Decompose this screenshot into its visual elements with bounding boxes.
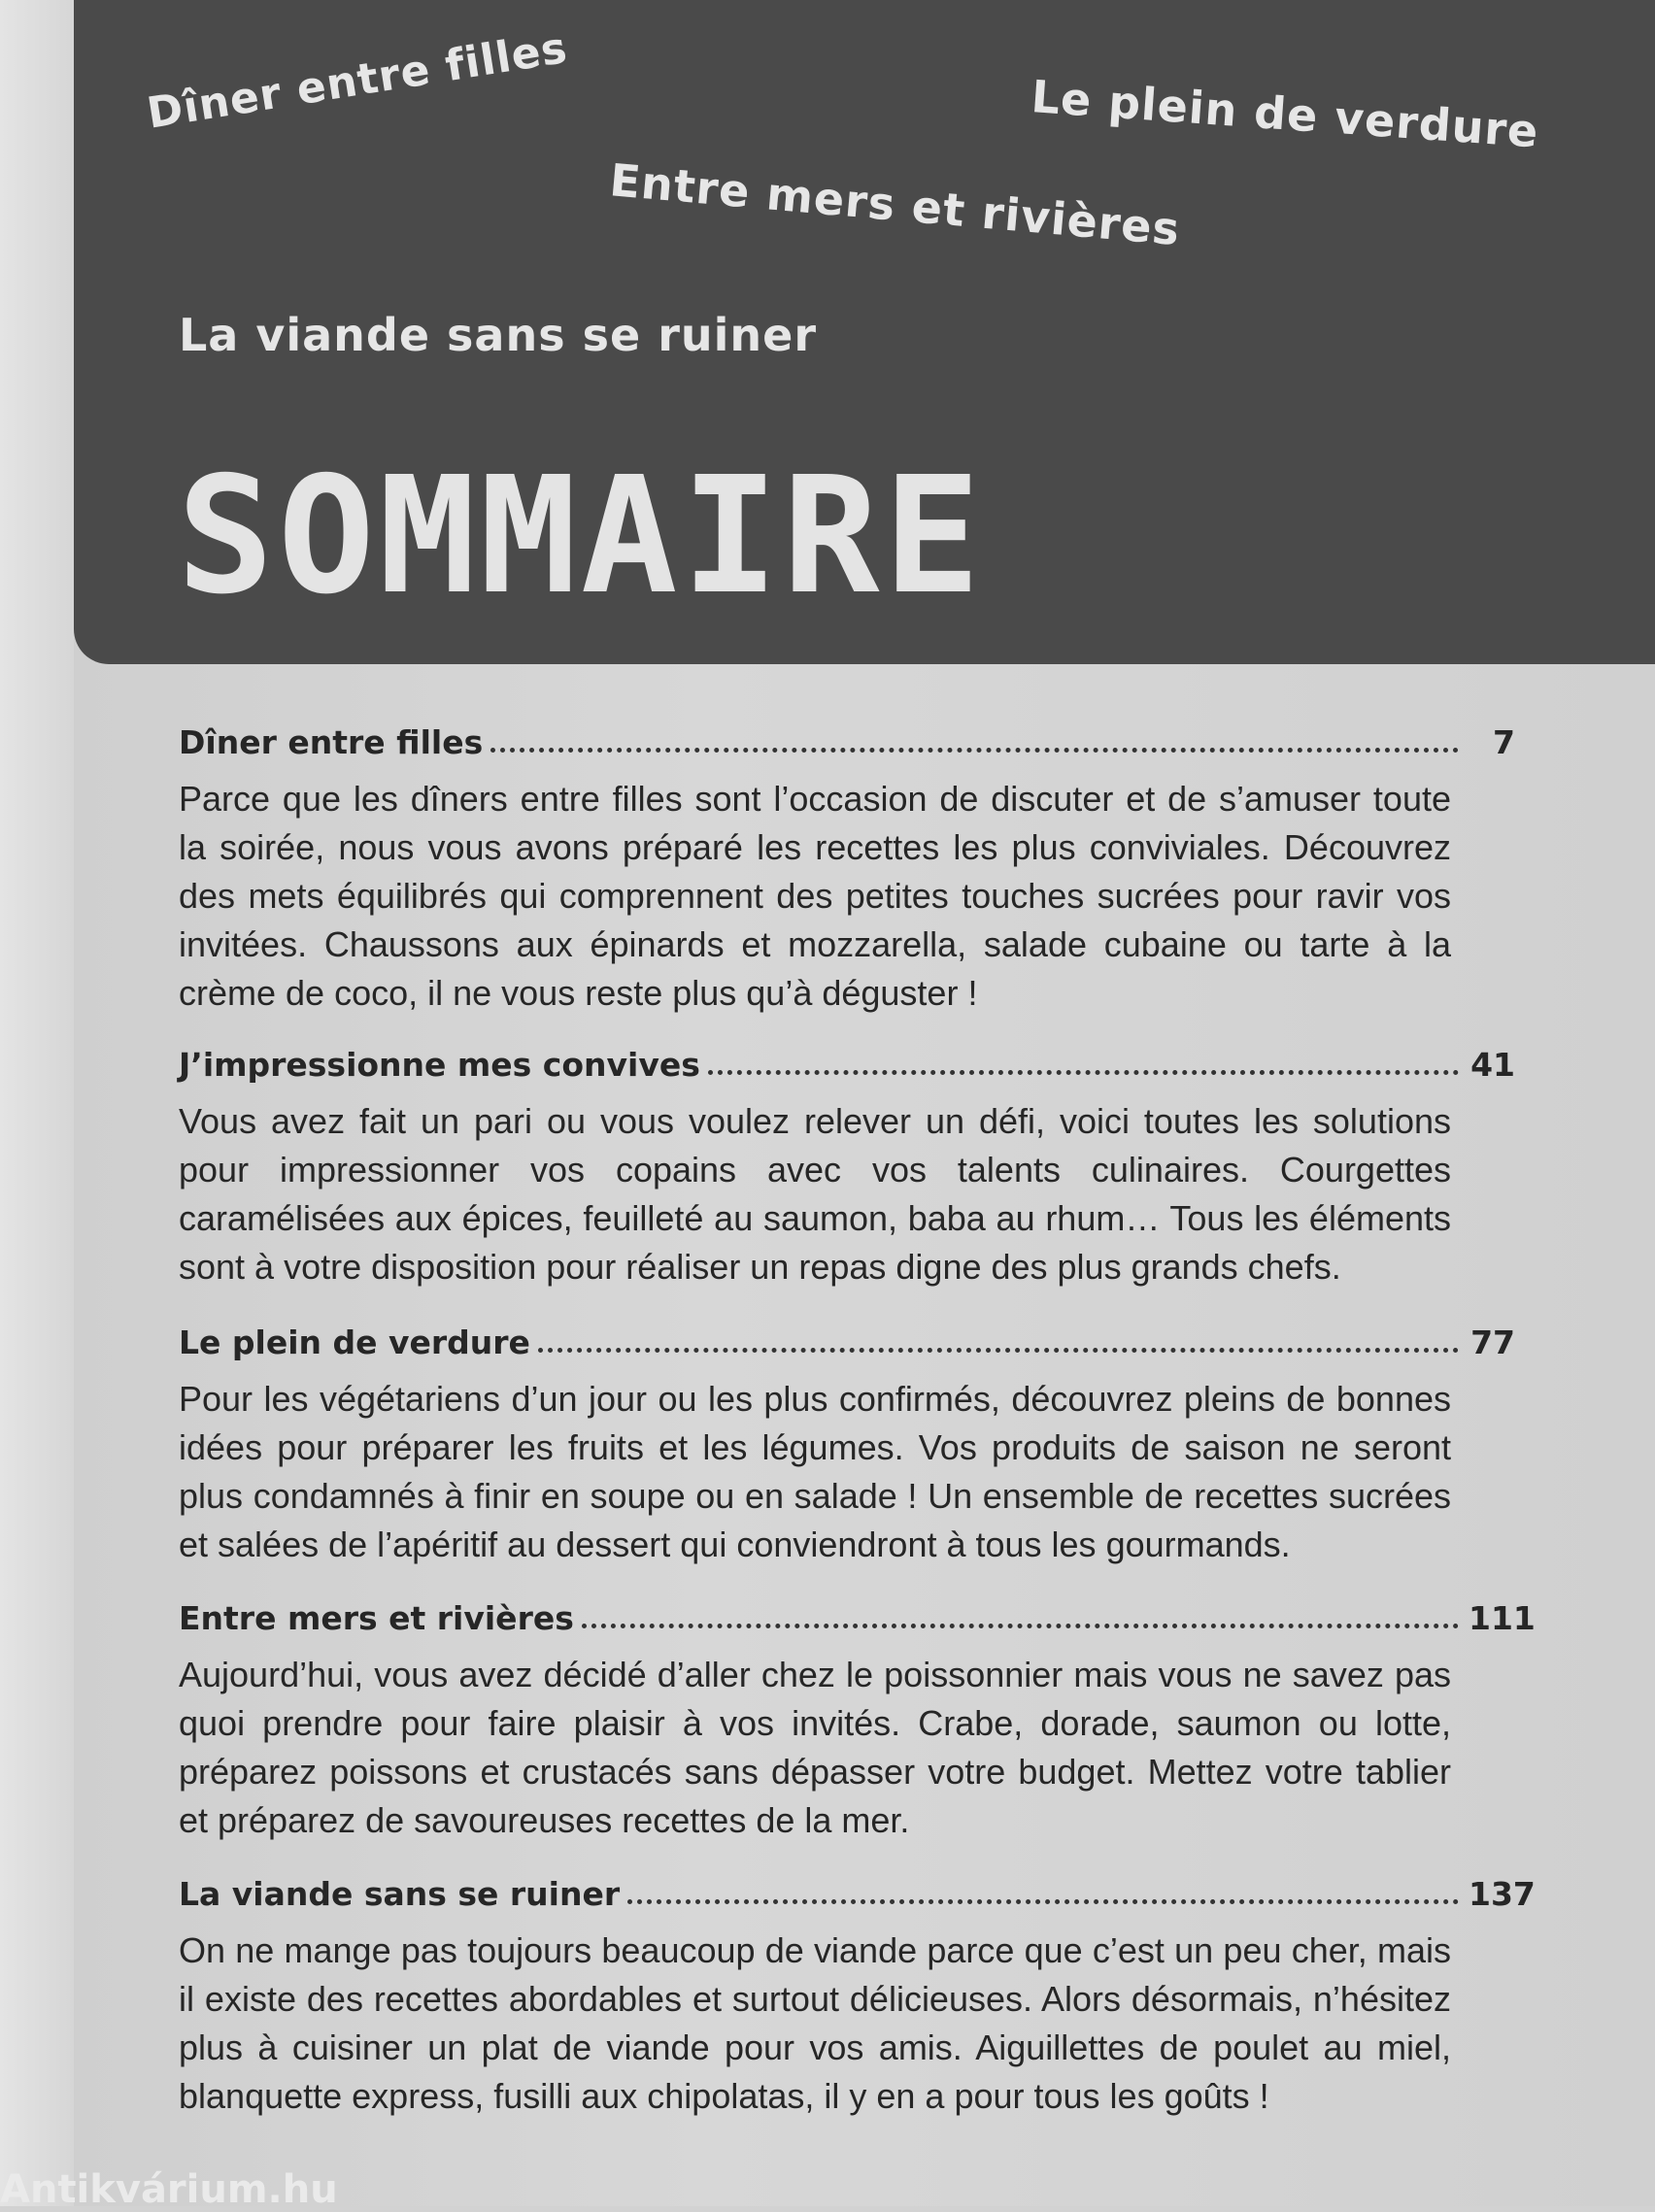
page-title: SOMMAIRE xyxy=(177,443,985,630)
header-banner xyxy=(74,0,1655,664)
page-margin xyxy=(0,0,74,2206)
dot-leader xyxy=(708,1070,1459,1075)
toc-entry-heading xyxy=(179,1037,1515,1084)
watermark: Antikvárium.hu xyxy=(0,2167,338,2212)
toc-entry-description: Pour les végétariens d’un jour ou les plus confirmés, découvrez pleins de bonnes idées pour préparer les fruits et les légumes. Vos produits de saison ne seront plus condamnés à finir en soupe ou en salade ! Un ensemble de recettes sucrées et salées de l’apéritif au dessert qui conviendront à tous les gourmands. xyxy=(179,1379,1451,1564)
toc-entry-page: 41 xyxy=(1470,1046,1515,1084)
banner-word: La viande sans se ruiner xyxy=(179,309,818,361)
dot-leader xyxy=(490,748,1459,753)
toc-entry xyxy=(179,1591,1536,1845)
toc-entry-title: Le plein de verdure xyxy=(179,1324,530,1361)
dot-leader xyxy=(627,1899,1459,1904)
toc-entry-description: Vous avez fait un pari ou vous voulez relever un défi, voici toutes les solutions pour impressionner vos copains avec vos talents culinaires. Courgettes caramélisées aux épices, feuilleté au saumon, baba au rhum… Tous les éléments sont à votre disposition pour réaliser un repas digne des plus grands chefs. xyxy=(179,1101,1451,1287)
toc-entry-heading xyxy=(179,1866,1536,1913)
toc-entry-page: 77 xyxy=(1470,1324,1515,1361)
toc-entry-title: Entre mers et rivières xyxy=(179,1599,574,1637)
toc-entry-heading xyxy=(179,1315,1515,1361)
banner-word: Dîner entre filles xyxy=(144,22,571,139)
toc-entry-page: 111 xyxy=(1469,1599,1536,1637)
toc-entry xyxy=(179,715,1515,1018)
toc-entry-description: Parce que les dîners entre filles sont l’occasion de discuter et de s’amuser toute la soirée, nous vous avons préparé les recettes les plus conviviales. Découvrez des mets équilibrés qui comprennent des petites touches sucrées pour ravir vos invitées. Chaussons aux épinards et mozzarella, salade cubaine ou tarte à la crème de coco, il ne vous reste plus qu’à déguster ! xyxy=(179,779,1451,1013)
toc-entry xyxy=(179,1866,1536,2121)
toc-entry-title: Dîner entre filles xyxy=(179,723,484,761)
toc-entry-description: Aujourd’hui, vous avez décidé d’aller chez le poissonnier mais vous ne savez pas quoi prendre pour faire plaisir à vos invités. Crabe, dorade, saumon ou lotte, préparez poissons et crustacés sans dépasser votre budget. Mettez votre tablier et préparez de savoureuses recettes de la mer. xyxy=(179,1655,1451,1840)
toc-entry-page: 137 xyxy=(1469,1875,1536,1913)
toc-entry xyxy=(179,1315,1515,1569)
toc-entry xyxy=(179,1037,1515,1291)
toc-entry-heading xyxy=(179,1591,1536,1637)
toc-entry-title: J’impressionne mes convives xyxy=(179,1046,700,1084)
dot-leader xyxy=(538,1348,1459,1353)
toc-entry-description: On ne mange pas toujours beaucoup de viande parce que c’est un peu cher, mais il existe des recettes abordables et surtout délicieuses. Alors désormais, n’hésitez plus à cuisiner un plat de viande pour vos amis. Aiguillettes de poulet au miel, blanquette express, fusilli aux chipolatas, il y en a pour tous les goûts ! xyxy=(179,1930,1451,2116)
toc-entry-title: La viande sans se ruiner xyxy=(179,1875,621,1913)
banner-word: Le plein de verdure xyxy=(1030,70,1541,158)
book-page xyxy=(74,0,1655,2206)
toc-entry-page: 7 xyxy=(1493,723,1515,761)
toc-entry-heading xyxy=(179,715,1515,761)
banner-word: Entre mers et rivières xyxy=(607,153,1183,256)
dot-leader xyxy=(582,1624,1459,1628)
